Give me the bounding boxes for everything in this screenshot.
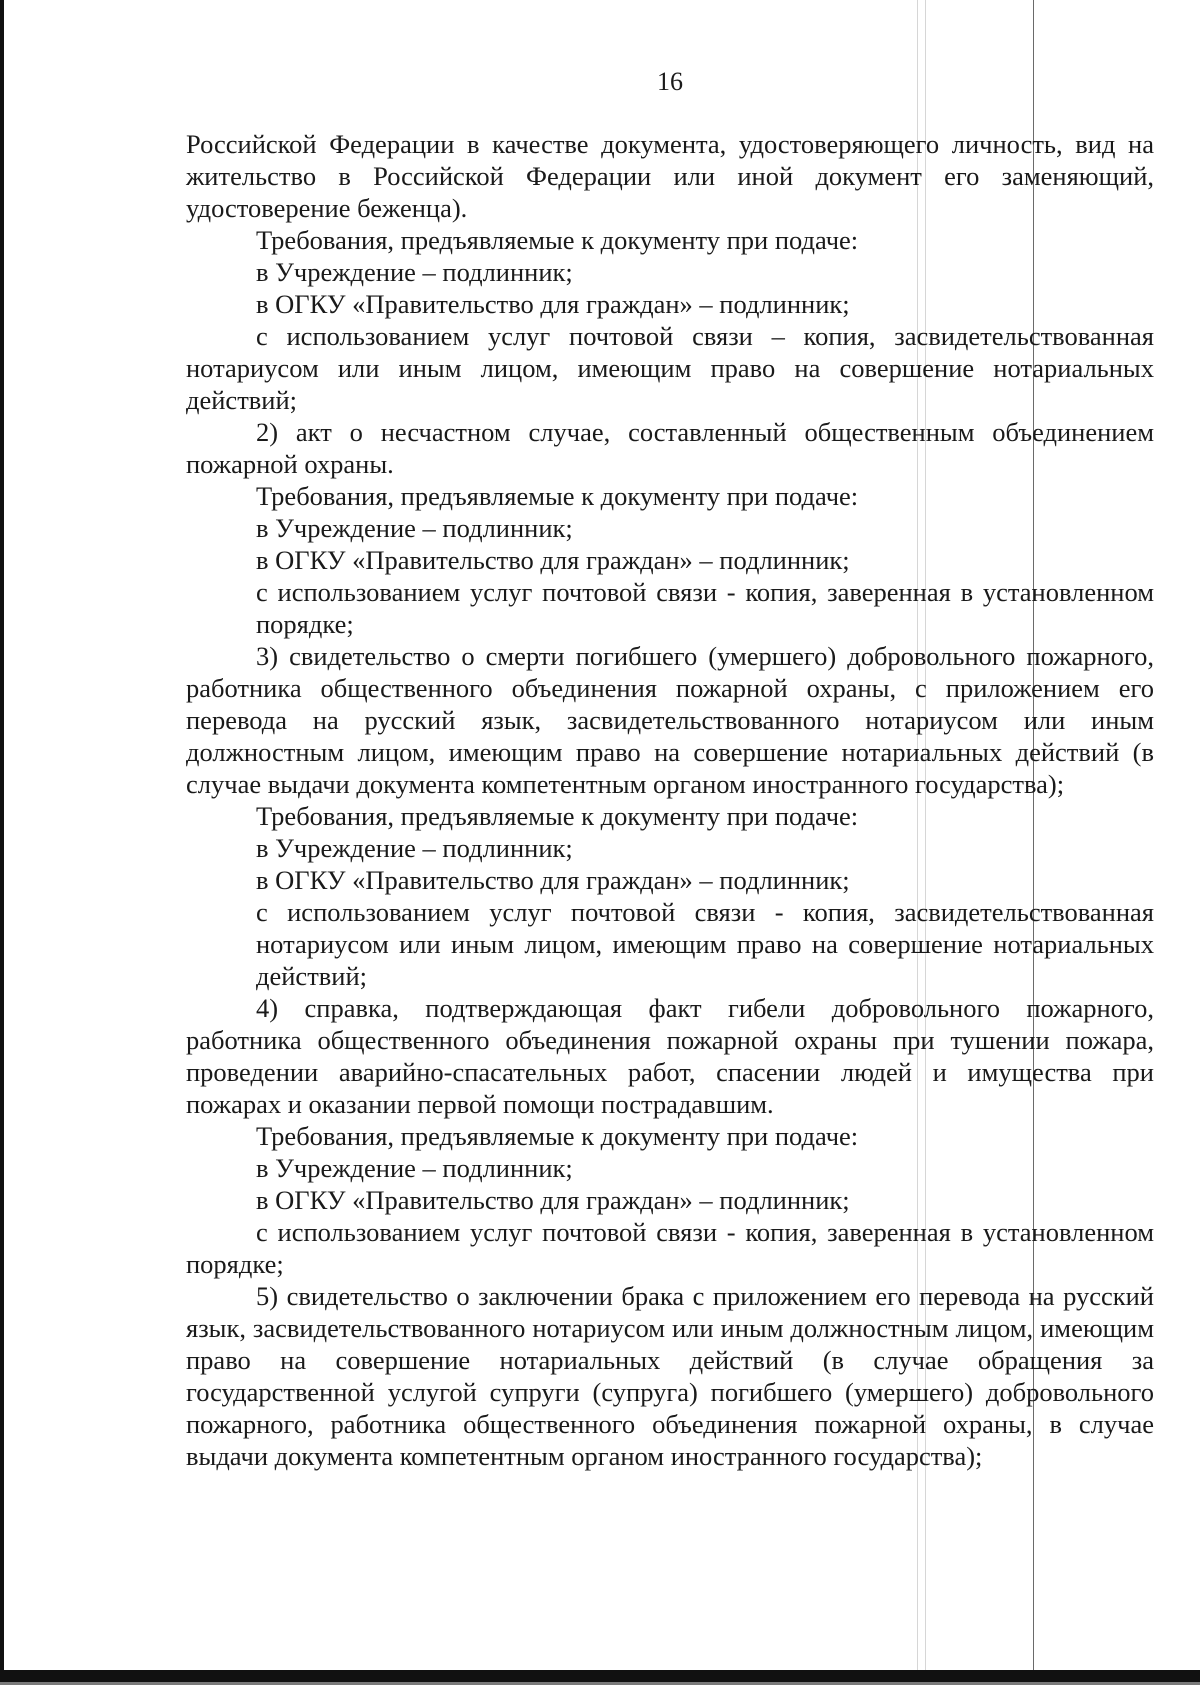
paragraph: Требования, предъявляемые к документу при подаче: <box>256 1121 859 1151</box>
scan-bottom-border-shadow <box>0 1682 1200 1685</box>
document-body <box>186 128 1154 1472</box>
paragraph: в Учреждение – подлинник; <box>256 257 573 287</box>
paragraph: в Учреждение – подлинник; <box>256 833 573 863</box>
paragraph: в ОГКУ «Правительство для граждан» – подлинник; <box>256 289 850 319</box>
page-number: 16 <box>657 67 683 96</box>
scan-left-border <box>0 0 4 1684</box>
paragraph: в ОГКУ «Правительство для граждан» – подлинник; <box>256 1185 850 1215</box>
paragraph: Требования, предъявляемые к документу при подаче: <box>256 225 859 255</box>
paragraph: с использованием услуг почтовой связи - копия, заверенная в установленном порядке; <box>256 577 1154 639</box>
paragraph: Требования, предъявляемые к документу при подаче: <box>256 481 859 511</box>
paragraph: в Учреждение – подлинник; <box>256 1153 573 1183</box>
paragraph: в ОГКУ «Правительство для граждан» – подлинник; <box>256 865 850 895</box>
paragraph: 2) акт о несчастном случае, составленный общественным объединением пожарной охраны. <box>186 417 1154 479</box>
paragraph: 5) свидетельство о заключении брака с приложением его перевода на русский язык, засвидетельствованного нотариусом или иным должностным лицом, имеющим право на совершение нотариальных действий (в случае обращения за государственной услугой супруги (супруга) погибшего (умершего) добровольного пожарного, работника общественного объединения пожарной охраны, в случае выдачи документа компетентным органом иностранного государства); <box>186 1281 1154 1471</box>
paragraph: с использованием услуг почтовой связи - копия, заверенная в установленном порядке; <box>186 1217 1154 1279</box>
paragraph: Требования, предъявляемые к документу при подаче: <box>256 801 859 831</box>
scan-bottom-border <box>0 1670 1200 1682</box>
paragraph: 3) свидетельство о смерти погибшего (умершего) добровольного пожарного, работника общественного объединения пожарной охраны, с приложением его перевода на русский язык, засвидетельствованного нотариусом или иным должностным лицом, имеющим право на совершение нотариальных действий (в случае выдачи документа компетентным органом иностранного государства); <box>186 641 1154 799</box>
paragraph: в Учреждение – подлинник; <box>256 513 573 543</box>
paragraph: в ОГКУ «Правительство для граждан» – подлинник; <box>256 545 850 575</box>
paragraph: с использованием услуг почтовой связи – копия, засвидетельствованная нотариусом или иным лицом, имеющим право на совершение нотариальных действий; <box>186 321 1154 415</box>
paragraph: Российской Федерации в качестве документа, удостоверяющего личность, вид на жительство в Российской Федерации или иной документ его заменяющий, удостоверение беженца). <box>186 129 1154 223</box>
paragraph: с использованием услуг почтовой связи - копия, засвидетельствованная нотариусом или иным лицом, имеющим право на совершение нотариальных действий; <box>256 897 1154 991</box>
paragraph: 4) справка, подтверждающая факт гибели добровольного пожарного, работника общественного объединения пожарной охраны при тушении пожара, проведении аварийно-спасательных работ, спасении людей и имущества при пожарах и оказании первой помощи пострадавшим. <box>186 993 1154 1119</box>
